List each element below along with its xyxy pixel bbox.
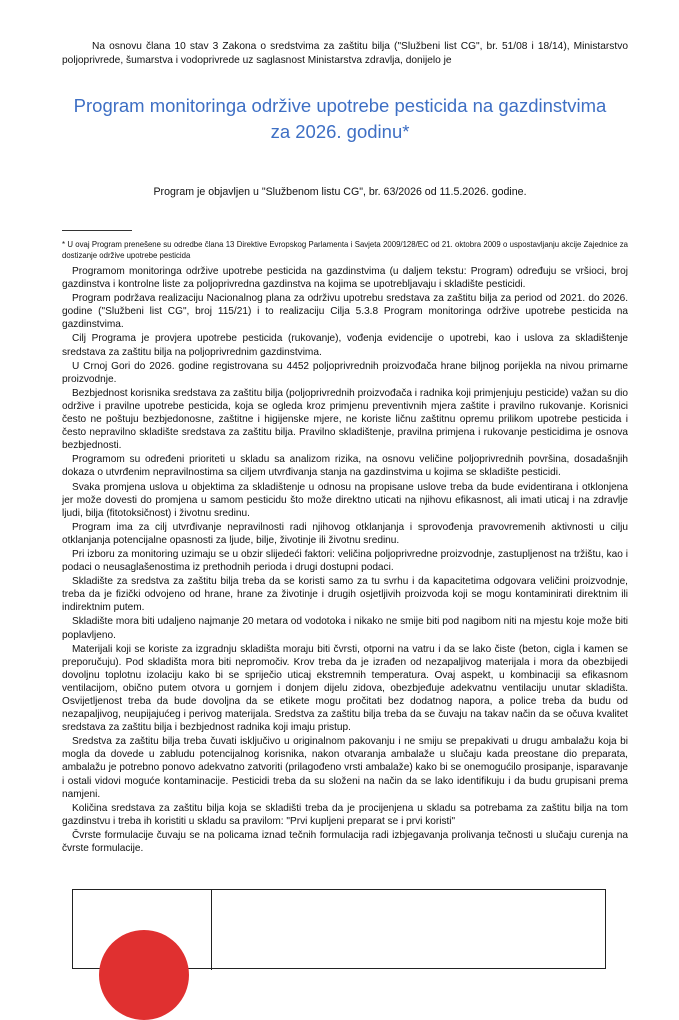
body-text	[62, 265, 628, 856]
paragraph: Skladište za sredstva za zaštitu bilja treba da se koristi samo za tu svrhu i da kapacitetima odgovara veličini proizvodnje, treba da je fizički odvojeno od hrane, hrane za životinje i drugih osjetljivih proizvoda koji se mogu kontaminirati direktnim ili indirektnim putem.	[62, 576, 628, 614]
paragraph: Pri izboru za monitoring uzimaju se u obzir slijedeći faktori: veličina poljoprivredne proizvodnje, zastupljenost na tržištu, kao i podaci o neusaglašenostima iz prethodnih perioda i drugi dostupni podaci.	[62, 548, 628, 574]
paragraph: Čvrste formulacije čuvaju se na policama iznad tečnih formulacija radi izbjegavanja prolivanja tečnosti u slučaju curenja na čvrste formulacije.	[62, 829, 628, 855]
paragraph: Program ima za cilj utvrđivanje nepravilnosti radi njihovog otklanjanja i sprovođenja pravovremenih aktivnosti u cilju otklanjanja potencijalne opasnosti za ljude, bilje, životinje ili životnu sredinu.	[62, 521, 628, 546]
paragraph: Programom monitoringa održive upotrebe pesticida na gazdinstvima (u daljem tekstu: Program) određuju se vršioci, broj gazdinstva i kontrolne liste za poljoprivredna gazdinstva na kojima se upotrebljavaju i skladište pesticidi.	[62, 266, 628, 291]
title-line-1: Program monitoringa održive upotrebe pesticida na gazdinstvima	[73, 95, 607, 116]
warning-sign-icon	[99, 930, 189, 1020]
paragraph: Sredstva za zaštitu bilja treba čuvati isključivo u originalnom pakovanju i ne smiju se prepakivati u drugu ambalažu koja bi mogla da dovede u zabludu potencijalnog korisnika, nakon otvaranja ambalaže u slučaju kada preostane dio preparata, ambalažu je potrebno ponovo adekvatno zatvoriti (prilagođeno vrsti ambalaže) kako bi se onemogućilo prosipanje, isparavanje i ostali vidovi moguće kontaminacije. Pesticidi treba da su složeni na način da se lako identifikuju i da budu grupisani prema namjeni.	[62, 736, 628, 800]
title-line-2: za 2026. godinu*	[270, 121, 410, 142]
paragraph: Materijali koji se koriste za izgradnju skladišta moraju biti čvrsti, otporni na vatru i da se lako čiste (beton, cigla i kamen se preporučuju). Pod skladišta mora biti nepromočiv. Krov treba da je izrađen od nezapaljivog materijala i mora da obezbijedi dovoljnu toplotnu izolaciju kako bi se spriječio uticaj ekstremnih temperatura. Ovaj aspekt, u kombinaciji sa efikasnom ventilacijom, obično putem otvora u gornjem i donjem dijelu zidova, obezbjeđuje adekvatnu ventilaciju unutar skladišta. Osvijetljenost treba da bude dovoljna da se etikete mogu pročitati bez dodatnog napora, a police treba da budu od nezapaljivog, neupijajućeg i perivog materijala. Sredstva za zaštitu bilja treba da se čuvaju na takav način da se očuva kvalitet sredstava za zaštitu bilja i bezbjednost radnika koji imaju pristup.	[62, 643, 628, 734]
document-title	[40, 93, 640, 145]
paragraph: Cilj Programa je provjera upotrebe pesticida (rukovanje), vođenja evidencije o upotrebi, kao i uslova za skladištenje sredstava za zaštitu bilja na poljoprivrednim gazdinstvima.	[62, 333, 628, 358]
table-divider	[211, 890, 212, 970]
paragraph: U Crnoj Gori do 2026. godine registrovana su 4452 poljoprivrednih proizvođača hrane biljnog porijekla na nivou primarne proizvodnje.	[62, 360, 628, 385]
footnote: * U ovaj Program prenešene su odredbe člana 13 Direktive Evropskog Parlamenta i Savjeta 2009/128/EC od 21. oktobra 2009 o uspostavljanju akcije Zajednice za dostizanje održive upotrebe pesticida	[62, 240, 628, 260]
paragraph: Skladište mora biti udaljeno najmanje 20 metara od vodotoka i nikako ne smije biti pod nagibom niti na mjestu koje može biti poplavljeno.	[62, 616, 628, 641]
footnote-separator	[62, 230, 132, 231]
paragraph: Bezbjednost korisnika sredstava za zaštitu bilja (poljoprivrednih proizvođača i radnika koji primjenjuju pesticide) važan su dio održive i pravilne upotrebe pesticida, koja se ogleda kroz primjenu preventivnih mjera zaštite i pravilno rukovanje. Korisnici često ne poštuju bezbjedonosne, zaštitne i higijenske mjere, ne koriste ličnu zaštitnu opremu prilikom upotrebe pesticida i često nepravilno skladište sredstava za zaštitu bilja. Pravilno skladištenje, pravilna primjena i rukovanje pesticidima je osnova bezbjednosti.	[62, 387, 628, 452]
paragraph: Programom su određeni prioriteti u skladu sa analizom rizika, na osnovu veličine poljoprivrednih površina, dosadašnjih dokaza o utvrđenim nepravilnostima sa ciljem utvrđivanja stanja na gazdinstvima u kojima se skladište pesticidi.	[62, 454, 628, 479]
paragraph: Svaka promjena uslova u objektima za skladištenje u odnosu na propisane uslove treba da bude evidentirana i otklonjena jer može dovesti do promjena u samom pesticidu što može direktno uticati na njihovu efikasnost, ali imati uticaj i na zdravlje ljudi, bilja (fitotoksičnost) i životnu sredinu.	[62, 481, 628, 519]
publication-note: Program je objavljen u "Službenom listu CG", br. 63/2026 od 11.5.2026. godine.	[153, 186, 527, 198]
paragraph: Količina sredstava za zaštitu bilja koja se skladišti treba da je procijenjena u skladu sa potrebama za zaštitu bilja na tom gazdinstvu i treba ih koristiti u skladu sa pravilom: "Prvi kupljeni preparat se i prvi koristi"	[62, 802, 628, 827]
intro-paragraph: Na osnovu člana 10 stav 3 Zakona o sredstvima za zaštitu bilja ("Službeni list CG", br. 51/08 i 18/14), Ministarstvo poljoprivrede, šumarstva i vodoprivrede uz saglasnost Ministarstva zdravlja, donijelo je	[62, 41, 628, 67]
figure-table	[72, 889, 606, 969]
paragraph: Program podržava realizaciju Nacionalnog plana za održivu upotrebu sredstava za zaštitu bilja za period od 2021. do 2026. godine ("Službeni list CG", broj 115/21) i to realizaciju Cilja 5.3.8 Program monitoringa održive upotrebe pesticida na gazdinstvima.	[62, 293, 628, 331]
